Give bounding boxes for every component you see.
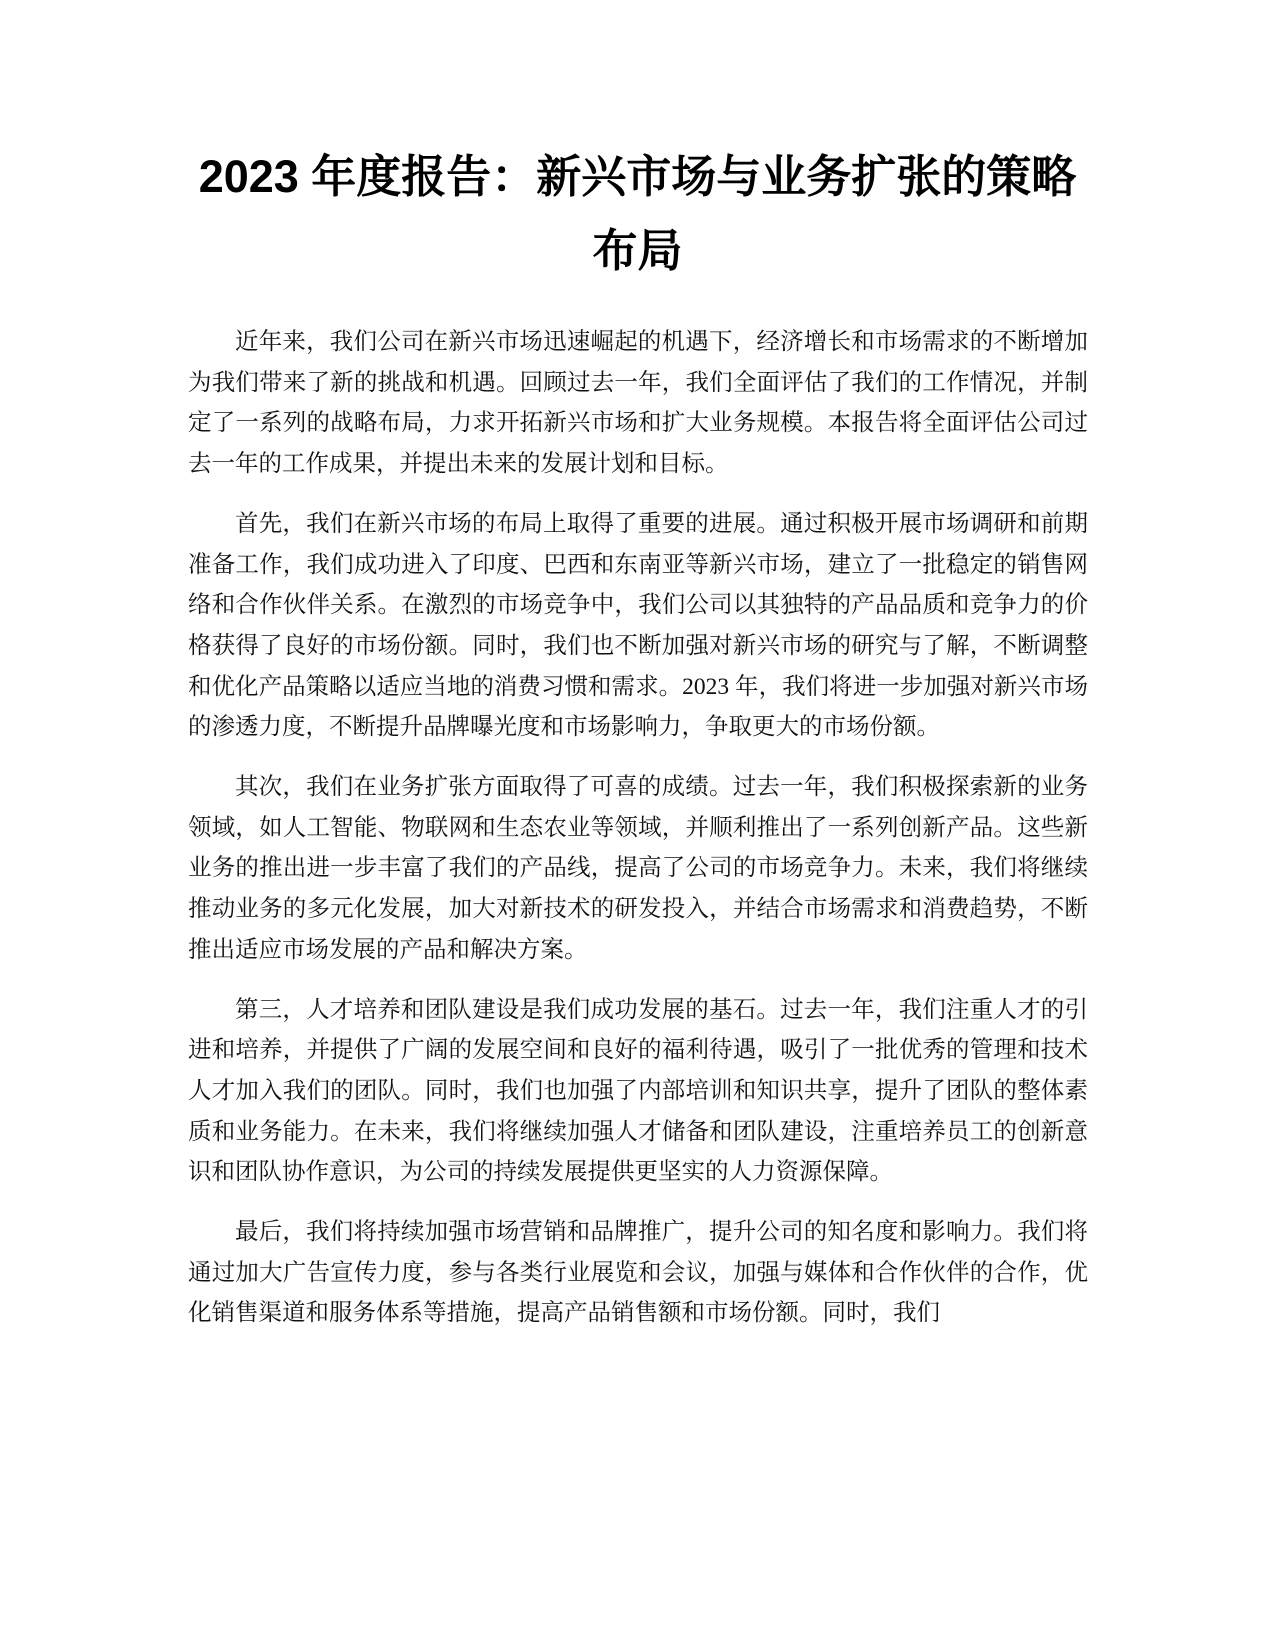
title-line-1: 2023 年度报告：新兴市场与业务扩张的策略 <box>198 151 1077 202</box>
paragraph-business-expansion: 其次，我们在业务扩张方面取得了可喜的成绩。过去一年，我们积极探索新的业务领域，如人工智能、物联网和生态农业等领域，并顺利推出了一系列创新产品。这些新业务的推出进一步丰富了我们的产品线，提高了公司的市场竞争力。未来，我们将继续推动业务的多元化发展，加大对新技术的研发投入，并结合市场需求和消费趋势，不断推出适应市场发展的产品和解决方案。 <box>188 774 1088 963</box>
title-line-2: 布局 <box>592 225 683 276</box>
document-body <box>188 322 1088 1353</box>
paragraph-marketing-brand: 最后，我们将持续加强市场营销和品牌推广，提升公司的知名度和影响力。我们将通过加大广告宣传力度，参与各类行业展览和会议，加强与媒体和合作伙伴的合作，优化销售渠道和服务体系等措施，提高产品销售额和市场份额。同时，我们 <box>188 1219 1088 1327</box>
paragraph-talent-team: 第三，人才培养和团队建设是我们成功发展的基石。过去一年，我们注重人才的引进和培养，并提供了广阔的发展空间和良好的福利待遇，吸引了一批优秀的管理和技术人才加入我们的团队。同时，我们也加强了内部培训和知识共享，提升了团队的整体素质和业务能力。在未来，我们将继续加强人才储备和团队建设，注重培养员工的创新意识和团队协作意识，为公司的持续发展提供更坚实的人力资源保障。 <box>188 996 1088 1186</box>
paragraph-emerging-markets: 首先，我们在新兴市场的布局上取得了重要的进展。通过积极开展市场调研和前期准备工作，我们成功进入了印度、巴西和东南亚等新兴市场，建立了一批稳定的销售网络和合作伙伴关系。在激烈的市场竞争中，我们公司以其独特的产品品质和竞争力的价格获得了良好的市场份额。同时，我们也不断加强对新兴市场的研究与了解，不断调整和优化产品策略以适应当地的消费习惯和需求。2023 年，我们将进一步加强对新兴市场的渗透力度，不断提升品牌曝光度和市场影响力，争取更大的市场份额。 <box>188 510 1088 741</box>
paragraph-intro: 近年来，我们公司在新兴市场迅速崛起的机遇下，经济增长和市场需求的不断增加为我们带来了新的挑战和机遇。回顾过去一年，我们全面评估了我们的工作情况，并制定了一系列的战略布局，力求开拓新兴市场和扩大业务规模。本报告将全面评估公司过去一年的工作成果，并提出未来的发展计划和目标。 <box>188 329 1088 478</box>
document-title <box>150 140 1125 288</box>
